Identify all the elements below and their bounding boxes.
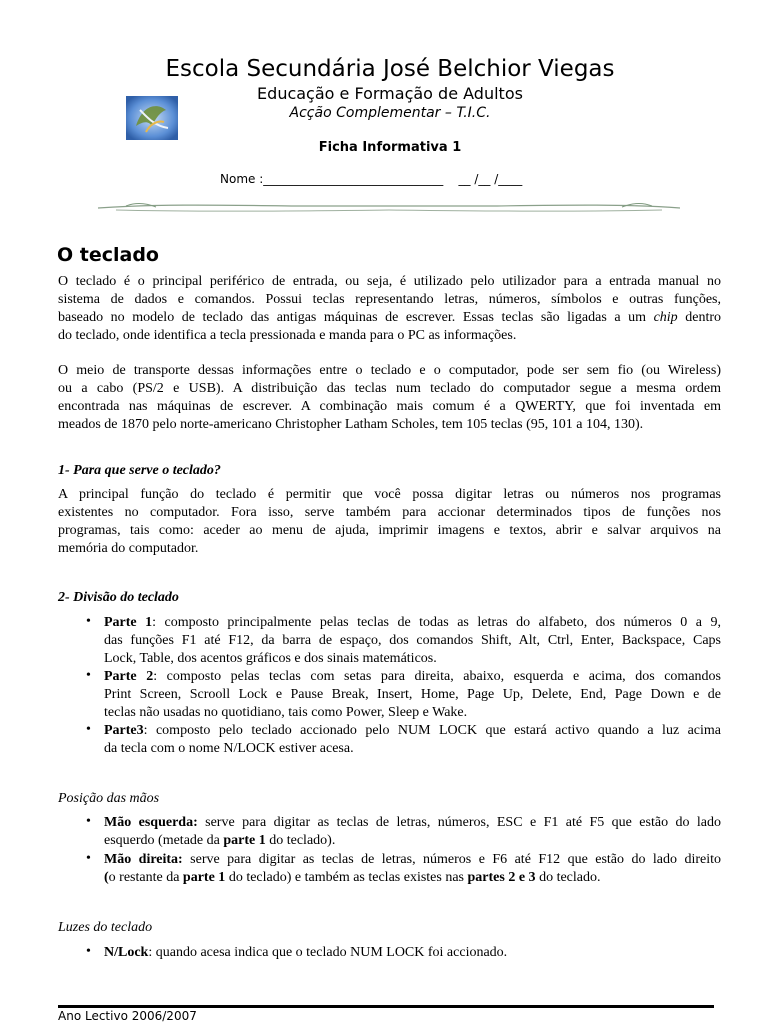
- name-label: Nome :: [220, 172, 264, 186]
- sheet-title: Ficha Informativa 1: [318, 140, 462, 155]
- text-line: da tecla com o nome N/LOCK estiver acesa.: [104, 741, 354, 756]
- text-line: existentes no computador. Fora isso, serve também para accionar determinados tipos de funções nos: [58, 505, 721, 520]
- bullet-icon: •: [86, 851, 91, 866]
- name-date-line: [220, 172, 522, 186]
- text-line: Lock, Table, dos acentos gráficos e dos sinais matemáticos.: [104, 651, 437, 666]
- footer-rule: [58, 1005, 714, 1008]
- text-line: programas, tais como: aceder ao menu de ajuda, imprimir imagens e textos, abrir e salvar arquivos na: [58, 523, 721, 538]
- list-item-right-hand: [104, 851, 721, 887]
- text-line: teclas não usadas no quotidiano, tais como Power, Sleep e Wake.: [104, 705, 468, 720]
- text-line: Mão esquerda: serve para digitar as teclas de letras, números, ESC e F1 até F5 que estão do lado: [104, 815, 721, 830]
- text-line: meados de 1870 pelo norte-americano Christopher Latham Scholes, tem 105 teclas (95, 101 a 104, 130).: [58, 417, 644, 432]
- footer-text: Ano Lectivo 2006/2007: [58, 1009, 197, 1023]
- list-item-left-hand: [104, 814, 721, 850]
- section-2-heading: 2- Divisão do teclado: [58, 590, 179, 605]
- text-line: O meio de transporte dessas informações entre o teclado e o computador, pode ser sem fio (ou Wireless): [58, 363, 721, 378]
- text-line: Parte 1: composto principalmente pelas teclas de todas as letras do alfabeto, dos números 0 a 9,: [104, 615, 721, 630]
- bullet-icon: •: [86, 814, 91, 829]
- text-line: Parte 2: composto pelas teclas com setas para direita, abaixo, esquerda e acima, dos comandos: [104, 669, 721, 684]
- school-name: Escola Secundária José Belchior Viegas: [165, 56, 615, 82]
- text-line: Print Screen, Scrooll Lock e Pause Break, Insert, Home, Page Up, Delete, End, Page Down e de: [104, 687, 721, 702]
- bullet-icon: •: [86, 944, 91, 959]
- text-line: das funções F1 até F12, da barra de espaço, dos comandos Shift, Alt, Ctrl, Enter, Backspace, Caps: [104, 633, 721, 648]
- text-line: Parte3: composto pelo teclado accionado pelo NUM LOCK que estará activo quando a luz acima: [104, 723, 721, 738]
- bullet-icon: •: [86, 668, 91, 683]
- date-field: __ /__ /____: [458, 172, 523, 186]
- text-line: do teclado, onde identifica a tecla pressionada e manda para o PC as informações.: [58, 328, 517, 343]
- text-line: baseado no modelo de teclado das antigas máquinas de escrever. Essas teclas são ligadas a um chip dentro: [58, 310, 722, 325]
- text-line: A principal função do teclado é permitir que você possa digitar letras ou números nos programas: [58, 487, 721, 502]
- header-divider: [96, 200, 682, 214]
- text-line: (o restante da parte 1 do teclado) e também as teclas existes nas partes 2 e 3 do teclado.: [104, 870, 601, 885]
- chip-term: chip: [653, 310, 678, 325]
- section-1-heading: 1- Para que serve o teclado?: [58, 463, 221, 478]
- text-line: esquerdo (metade da parte 1 do teclado).: [104, 833, 336, 848]
- list-item-parte-3: [104, 722, 721, 758]
- text-line: encontrada nas máquinas de escrever. A combinação mais comum é a QWERTY, que foi inventada em: [58, 399, 721, 414]
- list-item-parte-2: [104, 668, 721, 722]
- hands-heading: Posição das mãos: [58, 791, 160, 806]
- intro-paragraph-1: [58, 273, 721, 345]
- program-name: Educação e Formação de Adultos: [257, 84, 523, 103]
- text-line: sistema de dados e comandos. Possui teclas representando letras, números, símbolos e outras funções,: [58, 292, 721, 307]
- list-item-parte-1: [104, 614, 721, 668]
- name-field: ______________________________: [263, 172, 444, 186]
- text-line: memória do computador.: [58, 541, 199, 556]
- list-item-nlock: [104, 944, 721, 962]
- bullet-icon: •: [86, 614, 91, 629]
- lights-heading: Luzes do teclado: [58, 920, 153, 935]
- text-line: O teclado é o principal periférico de entrada, ou seja, é utilizado pelo utilizador para a entrada manual no: [58, 274, 721, 289]
- bullet-icon: •: [86, 722, 91, 737]
- text-line: ou a cabo (PS/2 e USB). A distribuição das teclas num teclado do computador segue a mesma ordem: [58, 381, 721, 396]
- intro-paragraph-2: [58, 362, 721, 434]
- section-1-paragraph: [58, 486, 721, 558]
- school-logo-icon: [126, 96, 178, 140]
- text-line: Mão direita: serve para digitar as teclas de letras, números e F6 até F12 que estão do lado direito: [104, 852, 722, 867]
- text-line: N/Lock: quando acesa indica que o teclado NUM LOCK foi accionado.: [104, 945, 508, 960]
- page-title: O teclado: [57, 244, 159, 266]
- action-subtitle: Acção Complementar – T.I.C.: [289, 105, 491, 121]
